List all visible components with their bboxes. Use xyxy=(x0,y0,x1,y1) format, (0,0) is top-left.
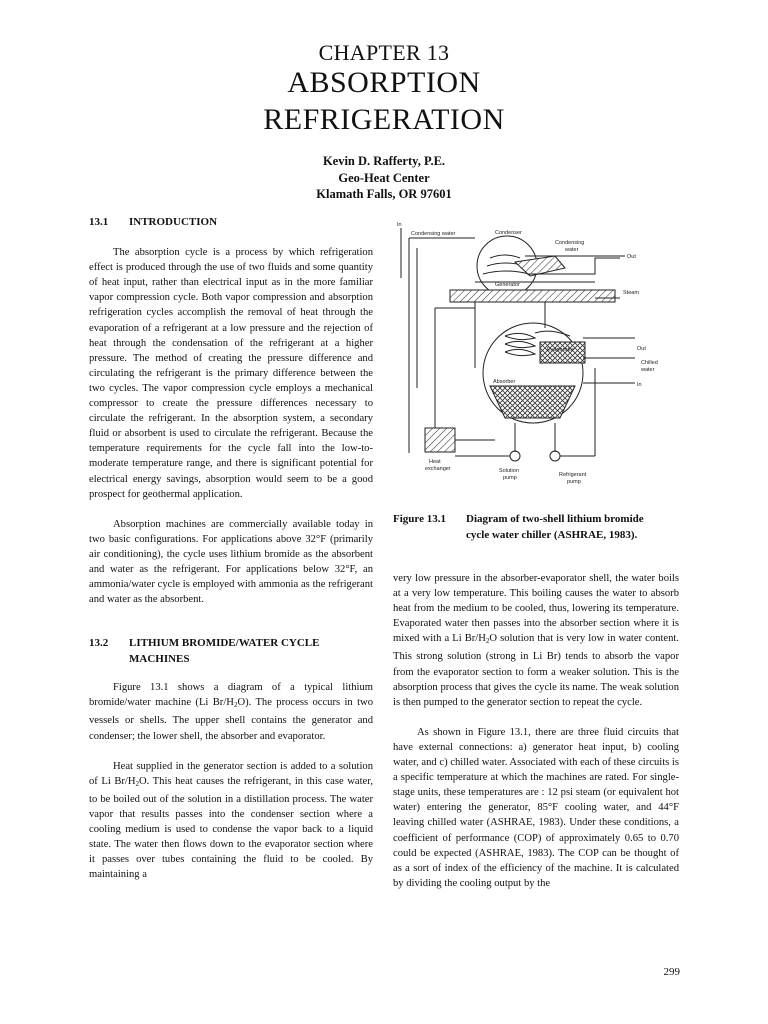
label-absorber: Absorber xyxy=(493,379,516,385)
figure-caption-line2: cycle water chiller (ASHRAE, 1983). xyxy=(466,529,638,541)
label-solution-pump: Solution xyxy=(499,468,519,474)
label-heat-exchanger2: exchanger xyxy=(425,466,451,472)
label-generator: Generator xyxy=(495,282,520,288)
author-name: Kevin D. Rafferty, P.E. xyxy=(322,154,446,168)
libr-paragraph-1: Figure 13.1 shows a diagram of a typical lithium bromide/water machine (Li $Br/H_2O$). The process occurs in two vessels or shells. The upper shell contains the generator and condenser; the lower shell, the absorber and evaporator. xyxy=(89,682,373,742)
label-out-mid: Out xyxy=(637,346,646,352)
label-evaporator: Evaporator xyxy=(547,347,574,353)
label-refrigerant-pump: Refrigerant xyxy=(559,472,587,478)
section-heading-intro xyxy=(89,215,373,230)
label-condenser: Condenser xyxy=(495,230,522,236)
figure-label: Figure 13.1 xyxy=(393,513,446,525)
label-heat-exchanger: Heat xyxy=(429,459,441,465)
chapter-title-line2: REFRIGERATION xyxy=(263,103,505,136)
left-column xyxy=(89,215,373,882)
label-steam: Steam xyxy=(623,290,639,296)
figure-caption-line1: Diagram of two-shell lithium bromide xyxy=(466,513,644,525)
intro-paragraph-1: The absorption cycle is a process by which refrigeration effect is produced through the use of two fluids and some quantity of heat input, rather than electrical input as in the more familiar vapor compression cycle. Both vapor compression and absorption refrigeration cycles accomplish the removal of heat through the evaporation of a refrigerant at a low pressure and the rejection of heat through the condensation of the refrigerant at a higher pressure. The method of creating the pressure difference and circulating the refrigerant is the primary difference between the two cycles. The vapor compression cycle employs a mechanical compressor to create the pressure differences necessary to circulate the refrigerant. In the absorption system, a secondary fluid or absorbent is used to circulate the refrigerant. Because the temperature requirements for the cycle fall into the low-to-moderate temperature range, and there is significant potential for electrical energy savings, absorption would seem to be a good prospect for geothermal application. xyxy=(89,247,373,500)
intro-paragraph-2: Absorption machines are commercially available today in two basic configurations. For applications above 32°F (primarily air conditioning), the cycle uses lithium bromide as the absorbent and water as the refrigerant. For applications below 32°F, an ammonia/water cycle is employed with ammonia as the refrigerant and water as the absorbent. xyxy=(89,518,373,606)
section-number: 13.1 xyxy=(89,216,109,228)
label-in-top: In xyxy=(397,222,402,228)
right-column xyxy=(393,571,679,891)
label-condensing-water-right2: water xyxy=(565,247,579,253)
chapter-number: CHAPTER 13 xyxy=(318,40,450,65)
chapter-title-line1: ABSORPTION xyxy=(287,66,481,99)
label-in-mid: In xyxy=(637,382,642,388)
label-condensing-water-right: Condensing xyxy=(555,240,585,246)
label-condensing-water: Condensing water xyxy=(411,231,456,237)
libr-paragraph-2: Heat supplied in the generator section is added to a solution of Li $Br/H_2O$. This heat causes the refrigerant, in this case water, to be boiled out of the solution in a distillation process. The water vapor that results passes into the condenser section where a cooling medium is used to condense the vapor back to a liquid state. The water then flows down to the evaporator section where it passes over tubes containing the fluid to be cooled. By maintaining a xyxy=(89,760,373,881)
section-number: 13.2 xyxy=(89,637,109,650)
author-affiliation: Geo-Heat Center xyxy=(338,171,430,185)
label-refrigerant-pump2: pump xyxy=(567,479,581,485)
absorption-chiller-diagram xyxy=(395,218,685,496)
author-location: Klamath Falls, OR 97601 xyxy=(316,187,452,201)
page-number: 299 xyxy=(663,966,680,978)
libr-paragraph-3: very low pressure in the absorber-evaporator shell, the water boils at a very low temperature. This boiling causes the water to absorb heat from the medium to be cooled, thus, lowering its temperature. Evaporated water then passes into the absorber section where it is mixed with a Li $Br/H_2O$ solution that is very low in water content. This strong solution (strong in Li Br) tends to absorb the vapor from the evaporator section to form a weaker solution. This is the absorption process that gives the cycle its name. The weak solution is then pumped to the generator section to repeat the cycle. xyxy=(393,573,679,708)
label-chilled2: water xyxy=(641,367,655,373)
section-title: LITHIUM BROMIDE/WATER CYCLE xyxy=(129,637,320,650)
figure-caption xyxy=(393,511,693,543)
label-out-top: Out xyxy=(627,254,636,260)
label-solution-pump2: pump xyxy=(503,475,517,481)
label-chilled: Chilled xyxy=(641,360,658,366)
section-title-line2: MACHINES xyxy=(129,653,190,666)
libr-paragraph-4: As shown in Figure 13.1, there are three fluid circuits that have external connections: a) generator heat input, b) cooling water, and c) chilled water. Associated with each of these circuits is a specific temperature at which the machines are rated. For single-stage units, these temperatures are : 12 psi steam (or equivalent hot water) entering the generator, 85°F cooling water, and 44°F leaving chilled water (ASHRAE, 1983). Under these conditions, a coefficient of performance (COP) of approximately 0.65 to 0.70 could be expected (ASHRAE, 1983). The COP can be thought of as a sort of index of the efficiency of the machine. It is calculated by dividing the cooling output by the xyxy=(393,726,679,889)
section-heading-libr xyxy=(89,635,373,667)
section-title: INTRODUCTION xyxy=(129,216,218,228)
